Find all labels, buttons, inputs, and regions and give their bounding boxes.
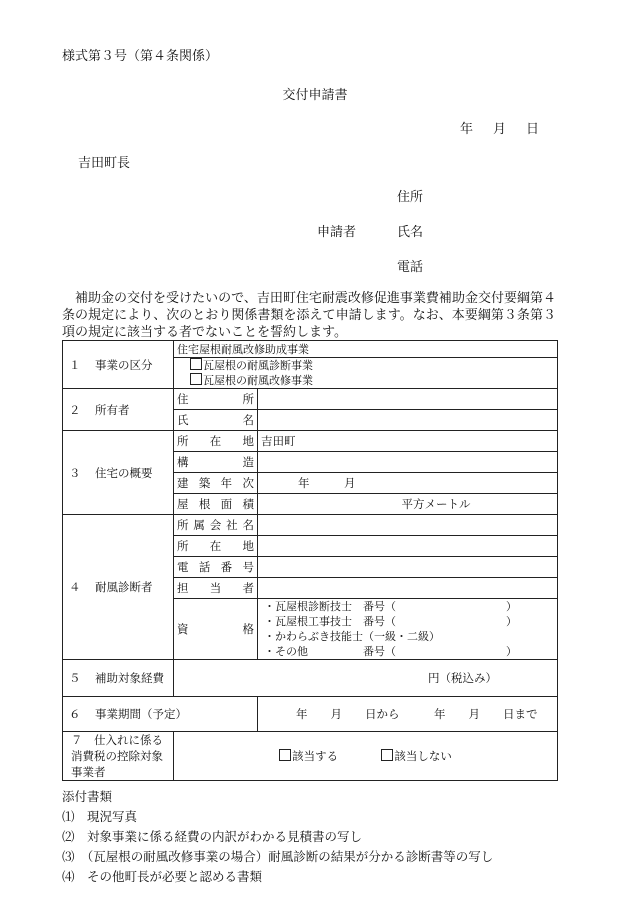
- person-in-charge-label: 担当者: [174, 578, 258, 599]
- company-tel-field[interactable]: [258, 557, 558, 578]
- company-location-field[interactable]: [258, 536, 558, 557]
- company-name-label: 所属会社名: [174, 515, 258, 536]
- section-3-label: ３ 住宅の概要: [63, 431, 174, 515]
- qualification-4: ・その他 番号（ ）: [264, 645, 517, 658]
- section-4-label: ４ 耐風診断者: [63, 515, 174, 660]
- section-2-label: ２ 所有者: [63, 389, 174, 431]
- attachment-item: ⑵ 対象事業に係る経費の内訳がわかる見積書の写し: [62, 829, 363, 844]
- company-tel-label: 電話番号: [174, 557, 258, 578]
- house-structure-field[interactable]: [258, 452, 558, 473]
- date-day: 日: [526, 122, 540, 137]
- owner-address-label: 住所: [174, 389, 258, 410]
- option-renovation[interactable]: 瓦屋根の耐風改修事業: [174, 373, 558, 389]
- applicant-tel-label: 電話: [397, 260, 424, 275]
- house-structure-label: 構造: [174, 452, 258, 473]
- qualification-3: ・かわらぶき技能士（一級・二級）: [264, 630, 440, 643]
- qualification-label: 資格: [174, 599, 258, 660]
- document-title: 交付申請書: [282, 88, 348, 103]
- checkbox-renovation[interactable]: [190, 373, 202, 385]
- form-number: 様式第３号（第４条関係）: [62, 49, 219, 64]
- owner-address-field[interactable]: [258, 389, 558, 410]
- company-name-field[interactable]: [258, 515, 558, 536]
- date-month: 月: [493, 122, 507, 137]
- owner-name-label: 氏名: [174, 410, 258, 431]
- section-5-label: ５ 補助対象経費: [63, 660, 174, 697]
- qualification-field[interactable]: [258, 599, 558, 660]
- option-applicable[interactable]: 該当する: [279, 749, 338, 763]
- option-diagnosis[interactable]: 瓦屋根の耐風診断事業: [174, 358, 558, 374]
- checkbox-not-applicable[interactable]: [381, 749, 393, 761]
- section-1-label: １ 事業の区分: [63, 341, 174, 389]
- qualification-1: ・瓦屋根診断技士 番号（ ）: [264, 600, 517, 613]
- house-location-label: 所在地: [174, 431, 258, 452]
- date-year: 年: [460, 122, 474, 137]
- pledge-text: 補助金の交付を受けたいので、吉田町住宅耐震改修促進事業費補助金交付要綱第４条の規定により、次のとおり関係書類を添えて申請します。なお、本要綱第３条第３項の規定に該当する者でないことを誓約します。: [62, 291, 556, 340]
- attachment-item: ⑷ その他町長が必要と認める書類: [62, 869, 263, 884]
- row-business-type: [63, 341, 558, 358]
- built-year-field[interactable]: 年 月: [258, 473, 558, 494]
- business-type-heading: 住宅屋根耐風改修助成事業: [174, 341, 558, 358]
- date-line: [460, 118, 560, 137]
- house-location-field[interactable]: 吉田町: [258, 431, 558, 452]
- applicant-role-label: 申請者: [317, 225, 357, 240]
- person-in-charge-field[interactable]: [258, 578, 558, 599]
- attachment-item: ⑴ 現況写真: [62, 809, 138, 824]
- attachment-item: ⑶ （瓦屋根の耐風改修事業の場合）耐風診断の結果が分かる診断書等の写し: [62, 849, 494, 864]
- attachments-section: [62, 787, 493, 887]
- checkbox-applicable[interactable]: [279, 749, 291, 761]
- owner-name-field[interactable]: [258, 410, 558, 431]
- applicant-name-label: 氏名: [397, 225, 424, 240]
- attachments-heading: 添付書類: [62, 789, 113, 804]
- checkbox-diagnosis[interactable]: [190, 358, 202, 370]
- subsidy-cost-field[interactable]: 円（税込み）: [174, 660, 558, 697]
- section-7-label: ７ 仕入れに係る消費税の控除対象事業者: [63, 732, 174, 781]
- qualification-2: ・瓦屋根工事技士 番号（ ）: [264, 615, 517, 628]
- business-period-field[interactable]: 年 月 日から 年 月 日まで: [258, 697, 558, 732]
- built-year-label: 建築年次: [174, 473, 258, 494]
- company-location-label: 所在地: [174, 536, 258, 557]
- section-6-label: ６ 事業期間（予定）: [63, 697, 258, 732]
- roof-area-field[interactable]: 平方メートル: [258, 494, 558, 515]
- addressee: 吉田町長: [78, 156, 131, 171]
- applicant-address-label: 住所: [397, 190, 424, 205]
- roof-area-label: 屋根面積: [174, 494, 258, 515]
- option-not-applicable[interactable]: 該当しない: [381, 749, 452, 763]
- tax-deduction-field: [174, 732, 558, 781]
- application-table: [62, 340, 558, 781]
